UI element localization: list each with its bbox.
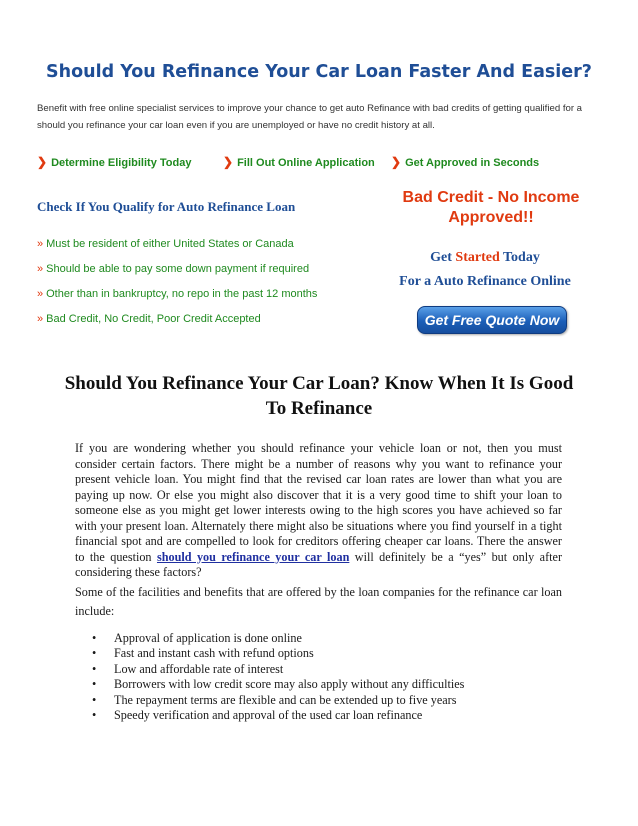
step-get-approved[interactable] <box>391 155 539 169</box>
chevron-right-icon: ❯ <box>37 155 48 169</box>
step-label: Fill Out Online Application <box>237 157 375 169</box>
article-title: Should You Refinance Your Car Loan? Know When It Is Good To Refinance <box>64 373 574 419</box>
bullet-icon: • <box>92 708 97 723</box>
benefit-text: The repayment terms are flexible and can be extended up to five years <box>114 692 457 707</box>
bad-credit-banner: Bad Credit - No Income Approved!! <box>402 189 580 226</box>
bullet-icon: • <box>92 692 97 707</box>
benefits-list <box>88 631 464 723</box>
list-item <box>37 263 317 288</box>
page-title: Should You Refinance Your Car Loan Faster And Easier? <box>46 62 592 82</box>
article-paragraph <box>75 441 562 581</box>
list-item <box>37 288 317 313</box>
step-label: Determine Eligibility Today <box>51 157 192 169</box>
benefit-text: Low and affordable rate of interest <box>114 661 284 676</box>
bullet-icon: • <box>92 631 97 645</box>
benefit-text: Approval of application is done online <box>114 631 302 645</box>
paragraph-text: will definitely be a “yes” but only after considering these factors? <box>75 549 563 579</box>
started-word: Started <box>455 250 500 265</box>
get-started-callout <box>372 246 598 294</box>
step-determine-eligibility[interactable] <box>37 155 191 169</box>
list-item <box>88 662 464 677</box>
requirements-list <box>37 238 317 338</box>
benefit-text: Speedy verification and approval of the used car loan refinance <box>114 708 423 723</box>
chevron-right-icon: ❯ <box>223 155 234 169</box>
step-label: Get Approved in Seconds <box>405 157 540 169</box>
benefit-text: Fast and instant cash with refund options <box>114 646 314 661</box>
list-item <box>88 693 464 708</box>
bullet-icon: » <box>37 238 44 250</box>
facilities-intro: Some of the facilities and benefits that are offered by the loan companies for the refinance car loan include: <box>75 585 562 618</box>
bullet-icon: • <box>92 646 97 661</box>
bullet-icon: » <box>37 263 44 275</box>
requirement-text: Other than in bankruptcy, no repo in the past 12 months <box>46 288 318 300</box>
refinance-link[interactable]: should you refinance your car loan <box>156 549 350 564</box>
chevron-right-icon: ❯ <box>391 155 402 169</box>
list-item <box>37 238 317 263</box>
list-item <box>88 708 464 723</box>
refinance-online-line: For a Auto Refinance Online <box>399 274 571 289</box>
list-item <box>88 646 464 661</box>
bullet-icon: • <box>92 661 97 676</box>
requirement-text: Must be resident of either United States or Canada <box>46 238 294 250</box>
bullet-icon: » <box>37 313 44 325</box>
paragraph-text: If you are wondering whether you should refinance your vehicle loan or not, then you must consider certain factors. There might be a number of reasons why you want to refinance your present vehicle loan. You might find that the revised car loan rates are lower than what you are paying up now. Or else you might also discover that it is a very good time to shift your loan to someone else as you might get lower interests owing to the high scores you have achieved so far with your present loan. Alternately there might also be situations where you find yourself in a tight financial spot and are compelled to look for creditors offering cheaper car loans. There the answer to the question <box>75 441 562 564</box>
bullet-icon: • <box>92 677 97 692</box>
intro-text: Benefit with free online specialist services to improve your chance to get auto Refinance with bad credits of getting qualified for a should you refinance your car loan even if you are unemployed or have no credit history at all. <box>37 103 583 131</box>
bullet-icon: » <box>37 288 44 300</box>
steps-bar <box>37 155 637 171</box>
qualify-heading: Check If You Qualify for Auto Refinance Loan <box>37 199 296 214</box>
list-item <box>88 631 464 646</box>
step-fill-application[interactable] <box>223 155 375 169</box>
get-started-line <box>372 246 598 270</box>
benefit-text: Borrowers with low credit score may also apply without any difficulties <box>114 677 465 692</box>
today-word: Today <box>503 250 540 265</box>
requirement-text: Should be able to pay some down payment if required <box>46 263 310 275</box>
list-item <box>37 313 317 338</box>
get-word: Get <box>430 250 452 265</box>
requirement-text: Bad Credit, No Credit, Poor Credit Accepted <box>46 313 261 325</box>
list-item <box>88 677 464 692</box>
get-free-quote-button[interactable]: Get Free Quote Now >> <box>417 306 567 334</box>
